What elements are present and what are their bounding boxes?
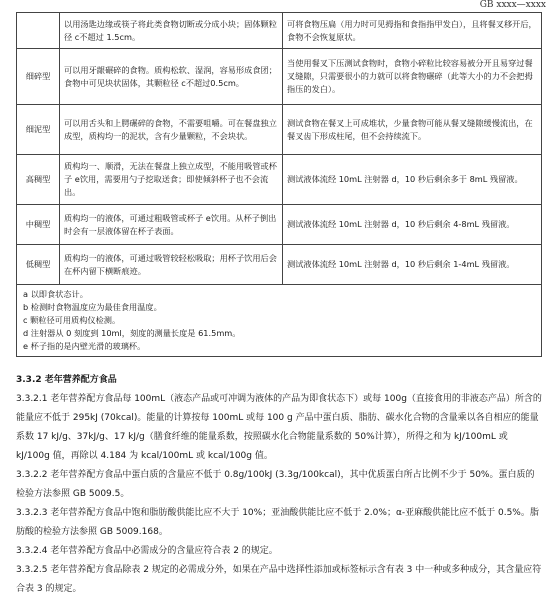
table-row <box>17 105 542 155</box>
row-type: 中稠型 <box>17 205 60 245</box>
row-type <box>17 13 60 49</box>
table-note: e 杯子指的是内壁光滑的玻璃杯。 <box>23 341 146 351</box>
texture-classification-table <box>16 12 542 357</box>
table-note: a 以即食状态计。 <box>23 289 88 299</box>
row-test-method: 测试液体流经 10mL 注射器 d，10 秒后剩余 4-8mL 残留液。 <box>283 205 542 245</box>
table-row <box>17 13 542 49</box>
row-test-method: 当使用餐叉下压测试食物时，食物小碎粒比较容易被分开且易穿过餐叉缝隙，只需要很小的力就可以将食物碾碎（此等大小的力不会把拇指压的发白）。 <box>283 49 542 105</box>
paragraph: 3.3.2.1 老年营养配方食品每 100mL（液态产品或可冲调为液体的产品为即食状态下）或每 100g（直接食用的非液态产品）所含的能量应不低于 295kJ (70kcal)。能量的计算按每 100mL 或每 100 g 产品中蛋白质、脂肪、碳水化合物的含量乘以各自相应的能量系数 17 kJ/g、37kJ/g、17 kJ/g（膳食纤维的能量系数，按照碳水化合物能量系数的 50%计算），所得之和为 kJ/100mL 或 kJ/100g 值，再除以 4.184 为 kcal/100mL 或 kcal/100g 值。 <box>16 394 542 461</box>
row-type: 细泥型 <box>17 105 60 155</box>
row-type: 细碎型 <box>17 49 60 105</box>
paragraph: 3.3.2.2 老年营养配方食品中蛋白质的含量应不低于 0.8g/100kJ (3.3g/100kcal)，其中优质蛋白所占比例不少于 50%。蛋白质的检验方法参照 GB 5009.5。 <box>16 470 535 499</box>
row-description: 可以用舌头和上腭碾碎的食物，不需要咀嚼。可在餐盘独立成型，质构均一的泥状，含有少量颗粒，不会块状。 <box>60 105 283 155</box>
table-notes <box>17 285 542 357</box>
paragraph: 3.3.2.4 老年营养配方食品中必需成分的含量应符合表 2 的规定。 <box>16 546 278 556</box>
table-notes-row <box>17 285 542 357</box>
table-row <box>17 245 542 285</box>
paragraph: 3.3.2.5 老年营养配方食品除表 2 规定的必需成分外，如果在产品中选择性添加或标签标示含有表 3 中一种或多种成分，其含量应符合表 3 的规定。 <box>16 565 542 594</box>
row-description: 质构均一的液体，可通过粗吸管或杯子 e饮用。从杯子倒出时会有一层液体留在杯子表面。 <box>60 205 283 245</box>
row-test-method: 测试液体流经 10mL 注射器 d，10 秒后剩余 1-4mL 残留液。 <box>283 245 542 285</box>
row-test-method: 测试食物在餐叉上可成堆状，少量食物可能从餐叉缝隙缓慢流出，在餐叉齿下形成柱尾，但不会持续流下。 <box>283 105 542 155</box>
table-row <box>17 155 542 205</box>
row-description: 质构均一的液体，可通过吸管较轻松吸取；用杯子饮用后会在杯内留下横断痕迹。 <box>60 245 283 285</box>
row-type: 低稠型 <box>17 245 60 285</box>
table-note: b 检测时食物温度应为最佳食用温度。 <box>23 302 162 312</box>
section-body <box>16 371 542 599</box>
table-row <box>17 49 542 105</box>
row-description: 质构均一、顺滑，无法在餐盘上独立成型，不能用吸管或杯子 e饮用，需要用勺子挖取送食；即使倾斜杯子也不会流出。 <box>60 155 283 205</box>
section-title: 3.3.2 老年营养配方食品 <box>16 375 117 385</box>
row-description: 以用汤匙边缘或筷子将此类食物切断或分成小块；固体颗粒径 c不超过 1.5cm。 <box>60 13 283 49</box>
table-note: c 颗粒径可用质构仪检测。 <box>23 315 121 325</box>
paragraph: 3.3.2.3 老年营养配方食品中饱和脂肪酸供能比应不大于 10%；亚油酸供能比应不低于 2.0%；α-亚麻酸供能比应不低于 0.5%。脂肪酸的检验方法参照 GB 5009.168。 <box>16 508 539 537</box>
row-type: 高稠型 <box>17 155 60 205</box>
row-test-method: 测试液体流经 10mL 注射器 d，10 秒后剩余多于 8mL 残留液。 <box>283 155 542 205</box>
table-note: d 注射器从 0 刻度到 10ml，刻度的测量长度是 61.5mm。 <box>23 328 241 338</box>
standard-number: GB xxxx—xxxx <box>479 0 546 10</box>
table-row <box>17 205 542 245</box>
row-test-method: 可将食物压扁（用力时可见拇指和食指指甲发白），且将餐叉移开后，食物不会恢复原状。 <box>283 13 542 49</box>
row-description: 可以用牙龈碾碎的食物。质构松软、湿润，容易形成食团；食物中可见块状固体，其颗粒径 c不超过0.5cm。 <box>60 49 283 105</box>
